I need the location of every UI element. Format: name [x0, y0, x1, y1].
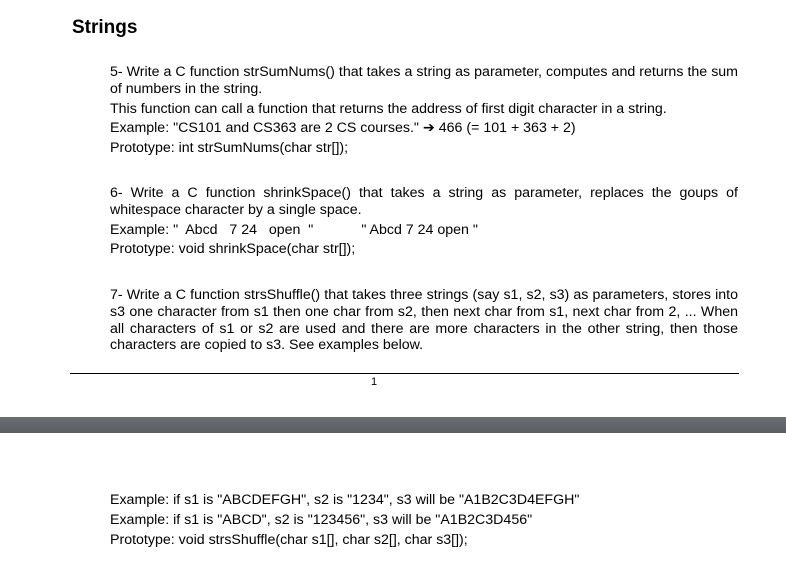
question-6 — [110, 185, 738, 258]
document-page-2 — [0, 433, 786, 582]
question-7 — [110, 287, 738, 354]
q6-prototype: Prototype: void shrinkSpace(char str[]); — [110, 241, 356, 258]
section-title: Strings — [72, 17, 138, 38]
q7-description: 7- Write a C function strsShuffle() that takes three strings (say s1, s2, s3) as parameters, stores into s3 one character from s1 then one char from s2, then next char from s1, next char from 2, ... When all characters of s1 or s2 are used and there are more characters in the other string, then those characters are copied to s3. See examples below. — [110, 287, 738, 354]
q6-example — [110, 222, 738, 239]
q5-prototype: Prototype: int strSumNums(char str[]); — [110, 140, 349, 157]
page-number: 1 — [371, 376, 378, 388]
q5-example — [110, 120, 738, 137]
q7-prototype: Prototype: void strsShuffle(char s1[], char s2[], char s3[]); — [110, 531, 468, 548]
q5-example-result: 466 (= 101 + 363 + 2) — [438, 120, 576, 137]
q5-example-input: Example: "CS101 and CS363 are 2 CS courses." — [110, 120, 419, 137]
arrow-right-icon: ➔ — [422, 120, 435, 137]
question-7-continued — [110, 492, 738, 548]
q7-example-2: Example: if s1 is "ABCD", s2 is "123456", s3 will be "A1B2C3D456" — [110, 511, 533, 528]
footer-rule — [70, 373, 739, 374]
q7-example-1: Example: if s1 is "ABCDEFGH", s2 is "1234", s3 will be "A1B2C3D4EFGH" — [110, 492, 580, 508]
q6-description: 6- Write a C function shrinkSpace() that takes a string as parameter, replaces the goups of whitespace character by a single space. — [110, 185, 738, 218]
q5-description: 5- Write a C function strSumNums() that takes a string as parameter, computes and returns the sum of numbers in the string. — [110, 64, 738, 97]
q5-hint: This function can call a function that returns the address of first digit character in a string. — [110, 100, 667, 117]
question-5 — [110, 64, 738, 157]
q6-example-output: " Abcd 7 24 open " — [361, 221, 478, 238]
q6-example-input: Example: " Abcd 7 24 open " — [110, 221, 314, 238]
page-separator — [0, 417, 786, 433]
